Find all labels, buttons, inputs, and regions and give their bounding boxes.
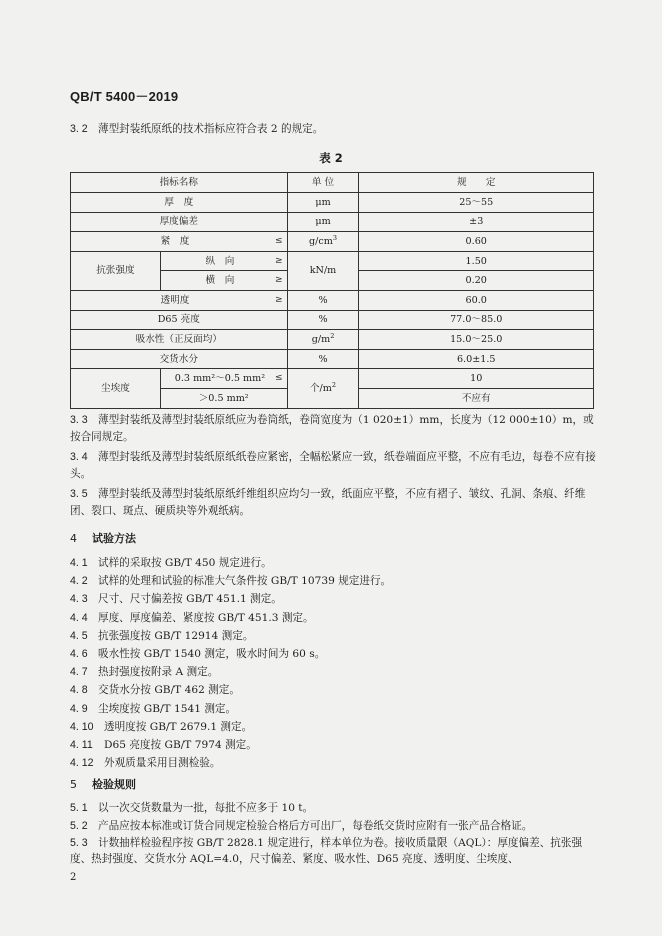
item-number: 4. 2 [70,575,88,588]
list-item [70,572,610,590]
clause-number: 3. 5 [70,488,88,500]
item-number: 4. 4 [70,611,88,624]
row-value: 15.0～25.0 [359,330,594,350]
row-name: 尘埃度 [71,369,161,408]
row-value: 25～55 [359,193,594,213]
clause-3-5 [70,486,600,520]
item-number: 4. 3 [70,593,88,606]
row-unit: % [287,349,359,369]
list-item [70,681,610,699]
comparison-sign: ≥ [275,275,283,286]
unit-superscript: 2 [331,380,337,389]
row-name: 厚 度 [71,193,288,213]
comparison-sign: ≥ [275,294,283,305]
item-number: 4. 7 [70,666,88,679]
row-name [71,232,288,252]
row-unit [287,369,359,408]
list-item [70,817,610,835]
row-name-text: 透明度 [160,294,190,306]
table-caption: 表 2 [319,151,343,165]
item-text: 抗张强度按 GB/T 12914 测定。 [98,629,254,642]
list-item [70,663,610,681]
section-number: 4 [70,532,77,545]
list-item [70,700,610,718]
item-number: 4. 5 [70,629,88,642]
table-row [71,212,594,232]
row-name-text: 紧 度 [160,235,190,247]
clause-5-3 [70,835,600,867]
table-row [71,330,594,350]
row-value: 0.60 [359,232,594,252]
item-number: 4. 6 [70,647,88,660]
list-item [70,609,610,627]
table-row [71,369,594,389]
item-number: 4. 11 [70,738,93,751]
item-text: 厚度、厚度偏差、紧度按 GB/T 451.3 测定。 [98,611,314,624]
table-row [71,310,594,330]
comparison-sign: ≥ [275,255,283,266]
clause-3-2 [70,121,610,138]
row-value: 77.0～85.0 [359,310,594,330]
item-text: D65 亮度按 GB/T 7974 测定。 [104,738,257,751]
clause-text: 薄型封装纸及薄型封装纸原纸纸卷应紧密，全幅松紧应一致，纸卷端面应平整，不应有毛边，每卷不应有接头。 [70,451,596,480]
unit-base: 个/m [309,382,332,394]
row-unit: % [287,310,359,330]
row-unit [287,232,359,252]
item-text: 以一次交货数量为一批，每批不应多于 10 t。 [98,802,314,814]
row-value: 6.0±1.5 [359,349,594,369]
row-value: 0.20 [359,271,594,291]
item-text: 尺寸、尺寸偏差按 GB/T 451.1 测定。 [98,593,282,606]
section-4-list [70,554,610,772]
table-row [71,251,594,271]
item-number: 4. 8 [70,684,88,697]
header-unit: 单 位 [287,173,359,193]
table-header-row [71,173,594,193]
table-row [71,232,594,252]
item-text: 尘埃度按 GB/T 1541 测定。 [98,702,237,715]
clause-number: 3. 2 [70,123,88,135]
clause-text: 薄型封装纸及薄型封装纸原纸纤维组织应均匀一致，纸面应平整，不应有褶子、皱纹、孔洞、条痕、纤维团、裂口、斑点、硬质块等外观纸病。 [70,488,586,517]
item-text: 外观质量采用目测检验。 [104,757,221,770]
list-item [70,799,610,817]
item-number: 4. 9 [70,702,88,715]
item-number: 4. 1 [70,557,88,569]
row-value: 10 [359,369,594,389]
subname-text: 纵 向 [205,255,235,267]
section-number: 5 [70,778,77,791]
list-item [70,754,610,772]
row-subname [160,251,287,271]
row-unit: μm [287,193,359,213]
header-indicator: 指标名称 [71,173,288,193]
subname-text: 0.3 mm²～0.5 mm² [174,373,266,385]
page-number: 2 [70,872,77,883]
row-unit: kN/m [287,251,359,290]
list-item [70,718,610,736]
list-item [70,590,610,608]
item-text: 试样的采取按 GB/T 450 规定进行。 [98,557,272,569]
row-unit: μm [287,212,359,232]
table-row [71,193,594,213]
unit-base: g/m [311,333,331,345]
item-text: 产品应按本标准或订货合同规定检验合格后方可出厂，每卷纸交货时应附有一张产品合格证。 [98,820,533,833]
comparison-sign: ≤ [275,235,283,246]
row-subname [160,369,287,389]
section-5-list [70,799,610,835]
row-name: 厚度偏差 [71,212,288,232]
item-text: 试样的处理和试验的标准大气条件按 GB/T 10739 规定进行。 [98,575,392,588]
row-value: 不应有 [359,388,594,408]
item-number: 5. 2 [70,820,88,833]
row-name: 抗张强度 [71,251,161,290]
row-unit [287,330,359,350]
item-number: 4. 10 [70,720,94,733]
list-item [70,736,610,754]
subname-text: 横 向 [205,275,235,287]
list-item [70,645,610,663]
item-text: 透明度按 GB/T 2679.1 测定。 [104,720,253,733]
item-number: 4. 12 [70,757,94,770]
section-heading-4 [70,530,136,546]
item-text: 吸水性按 GB/T 1540 测定，吸水时间为 60 s。 [98,647,326,660]
row-subname [160,271,287,291]
unit-superscript: 2 [330,331,335,340]
unit-superscript: 3 [332,233,338,242]
item-text: 交货水分按 GB/T 462 测定。 [98,684,240,697]
standard-code: QB/T 5400－2019 [70,89,179,104]
clause-text: 薄型封装纸原纸的技术指标应符合表 2 的规定。 [98,123,324,135]
clause-number: 3. 4 [70,451,88,463]
item-number: 5. 1 [70,802,88,814]
item-number: 5. 3 [70,837,88,849]
list-item [70,627,610,645]
row-unit: % [287,290,359,310]
row-value: 60.0 [359,290,594,310]
list-item [70,554,610,572]
row-name [71,290,288,310]
table-row [71,349,594,369]
clause-number: 3. 3 [70,414,88,426]
row-name: D65 亮度 [71,310,288,330]
clause-3-4 [70,449,600,483]
row-name: 交货水分 [71,349,288,369]
header-value: 规 定 [359,173,594,193]
section-heading-5 [70,776,136,792]
unit-base: g/cm [309,235,333,247]
row-value: ±3 [359,212,594,232]
section-title: 试验方法 [92,532,136,545]
row-subname: ＞0.5 mm² [160,388,287,408]
comparison-sign: ≤ [275,373,283,384]
item-text: 计数抽样检验程序按 GB/T 2828.1 规定进行，样本单位为卷。接收质量限（AQL）：厚度偏差、抗张强度、热封强度、交货水分 AQL=4.0，尺寸偏差、紧度、吸水性、D65 亮度、透明度、尘埃度、 [70,837,583,865]
spec-table [70,172,594,409]
row-value: 1.50 [359,251,594,271]
table-row [71,290,594,310]
row-name: 吸水性（正反面均） [71,330,288,350]
clause-3-3 [70,412,600,446]
clause-text: 薄型封装纸及薄型封装纸原纸应为卷筒纸，卷筒宽度为（1 020±1）mm，长度为（12 000±10）m，或按合同规定。 [70,414,594,443]
section-title: 检验规则 [92,778,136,791]
item-text: 热封强度按附录 A 测定。 [98,666,219,679]
